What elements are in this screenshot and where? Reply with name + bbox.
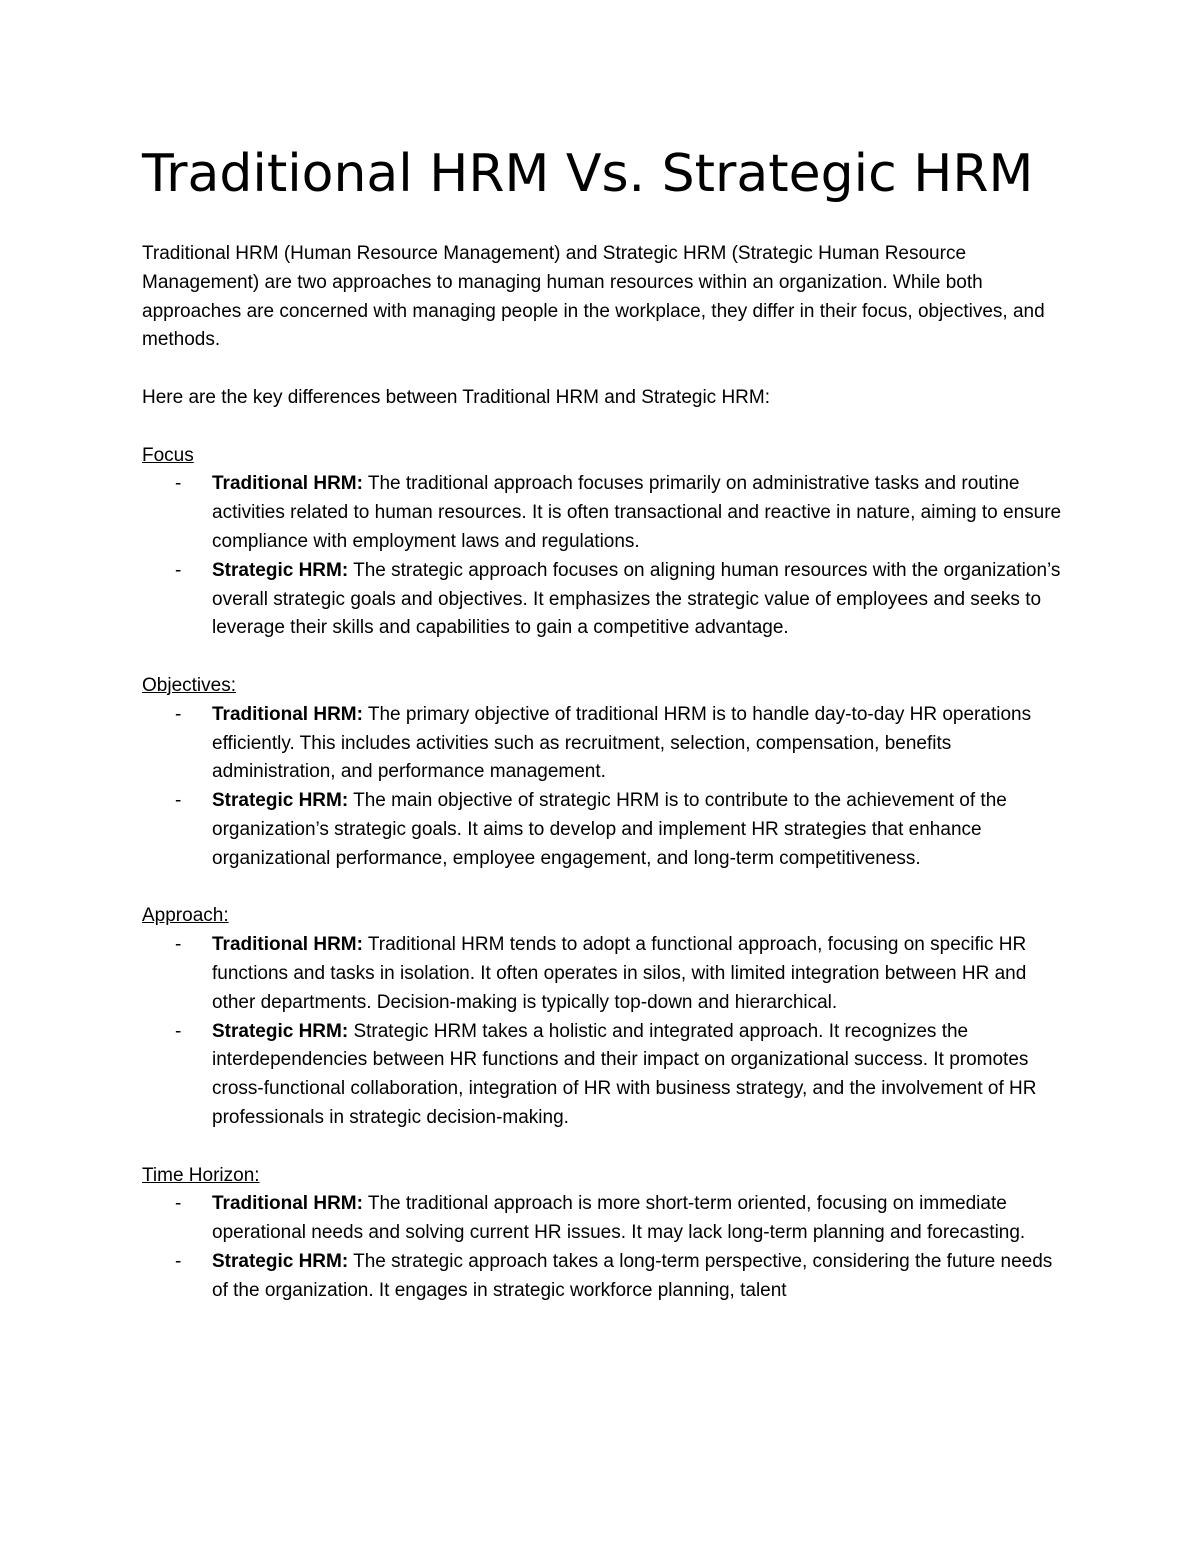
bullet-text: The traditional approach focuses primarily on administrative tasks and routine activities related to human resources. It is often transactional and reactive in nature, aiming to ensure compliance with employment laws and regulations. <box>212 473 1062 552</box>
section-time-horizon <box>142 1162 1072 1306</box>
section-objectives <box>142 672 1072 874</box>
list-item <box>142 557 1072 643</box>
spacer <box>142 413 1072 442</box>
list-item <box>142 1248 1072 1306</box>
bullet-list <box>142 470 1072 643</box>
section-focus <box>142 442 1072 644</box>
bullet-term: Strategic HRM: <box>212 559 349 581</box>
list-item <box>142 1018 1072 1133</box>
list-item <box>142 787 1072 873</box>
bullet-text: The strategic approach focuses on aligning human resources with the organization’s overall strategic goals and objectives. It emphasizes the strategic value of employees and seeks to leverage their skills and capabilities to gain a competitive advantage. <box>212 559 1061 639</box>
bullet-text: The primary objective of traditional HRM is to handle day-to-day HR operations efficiently. This includes activities such as recruitment, selection, compensation, benefits administration, and performance management. <box>212 703 1032 783</box>
bullet-text: Traditional HRM tends to adopt a functional approach, focusing on specific HR functions and tasks in isolation. It often operates in silos, with limited integration between HR and other departments. Decision-making is typically top-down and hierarchical. <box>212 934 1027 1013</box>
bullet-text: The traditional approach is more short-term oriented, focusing on immediate operational needs and solving current HR issues. It may lack long-term planning and forecasting. <box>212 1193 1026 1244</box>
list-item <box>142 1190 1072 1248</box>
bullet-text: The strategic approach takes a long-term perspective, considering the future needs of the organization. It engages in strategic workforce planning, talent <box>212 1250 1053 1301</box>
section-heading: Objectives: <box>142 674 236 696</box>
bullet-term: Strategic HRM: <box>212 790 349 812</box>
intro-paragraph: Traditional HRM (Human Resource Management) and Strategic HRM (Strategic Human Resource Management) are two approaches to managing human resources within an organization. While both approaches are concerned with managing people in the workplace, they differ in their focus, objectives, and methods. <box>142 243 1045 351</box>
bullet-dash: - <box>175 1250 182 1272</box>
lead-in-paragraph: Here are the key differences between Traditional HRM and Strategic HRM: <box>142 386 771 408</box>
bullet-term: Strategic HRM: <box>212 1250 349 1272</box>
spacer <box>142 874 1072 903</box>
section-heading: Focus <box>142 444 194 466</box>
bullet-list <box>142 701 1072 874</box>
document-title: Traditional HRM Vs. Strategic HRM <box>142 144 1034 204</box>
document-page <box>142 138 1072 1305</box>
section-heading: Time Horizon: <box>142 1164 260 1186</box>
bullet-text: Strategic HRM takes a holistic and integrated approach. It recognizes the interdependencies between HR functions and their impact on organizational success. It promotes cross-functional collaboration, integration of HR with business strategy, and the involvement of HR professionals in strategic decision-making. <box>212 1020 1037 1128</box>
bullet-term: Traditional HRM: <box>212 1193 363 1215</box>
bullet-dash: - <box>175 473 182 495</box>
bullet-term: Traditional HRM: <box>212 703 363 725</box>
spacer <box>142 1133 1072 1162</box>
section-heading: Approach: <box>142 905 229 927</box>
bullet-dash: - <box>175 934 182 956</box>
spacer <box>142 643 1072 672</box>
section-approach <box>142 902 1072 1132</box>
bullet-list <box>142 931 1072 1133</box>
bullet-term: Traditional HRM: <box>212 934 363 956</box>
spacer <box>142 355 1072 384</box>
list-item <box>142 470 1072 556</box>
bullet-dash: - <box>175 1020 182 1042</box>
bullet-dash: - <box>175 1193 182 1215</box>
bullet-text: The main objective of strategic HRM is to contribute to the achievement of the organization’s strategic goals. It aims to develop and implement HR strategies that enhance organizational performance, employee engagement, and long-term competitiveness. <box>212 790 1007 869</box>
list-item <box>142 701 1072 787</box>
list-item <box>142 931 1072 1017</box>
bullet-dash: - <box>175 790 182 812</box>
bullet-list <box>142 1190 1072 1305</box>
bullet-term: Traditional HRM: <box>212 473 363 495</box>
bullet-dash: - <box>175 703 182 725</box>
bullet-term: Strategic HRM: <box>212 1020 349 1042</box>
bullet-dash: - <box>175 559 182 581</box>
